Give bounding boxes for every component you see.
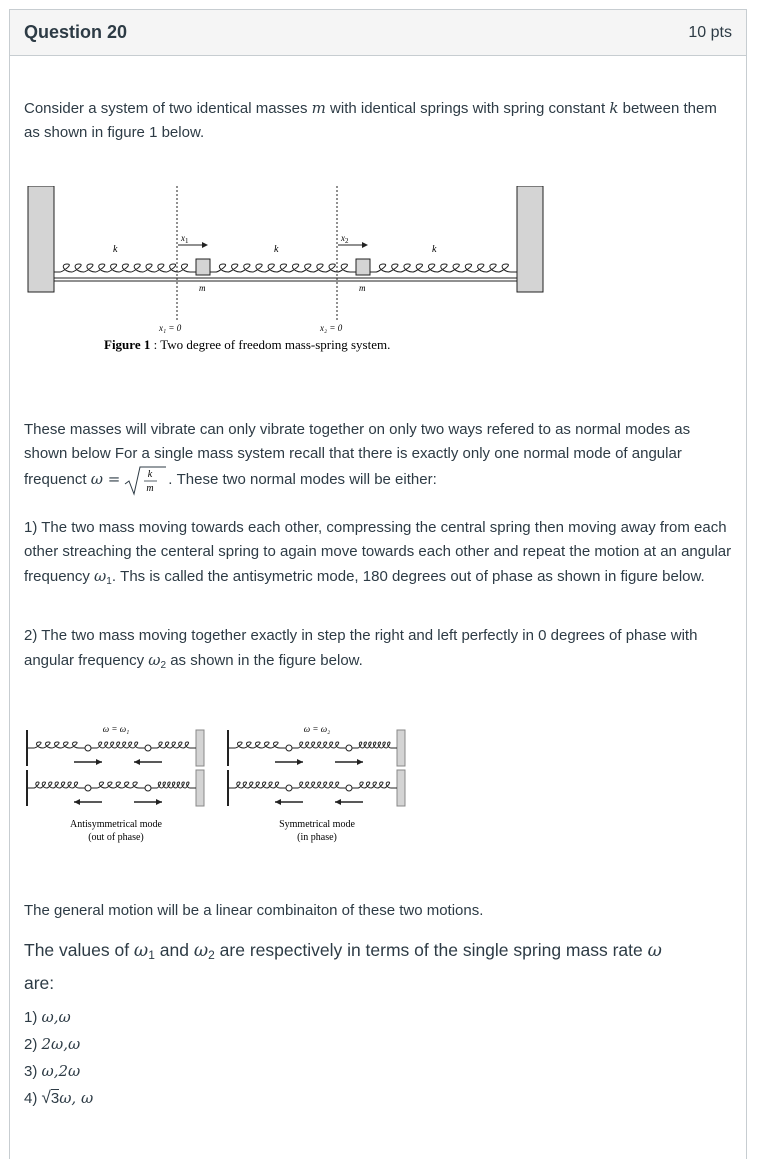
symmetric-label-1: Symmetrical mode <box>279 819 355 830</box>
spring-middle <box>210 264 356 272</box>
k-right-label: k <box>432 244 437 255</box>
sym-bottom-wall-left <box>227 770 229 806</box>
anti-bottom-mass-2 <box>145 785 151 791</box>
symmetric-label-2: (in phase) <box>297 832 337 843</box>
spring-left <box>54 264 196 272</box>
anti-bottom-mass-1 <box>85 785 91 791</box>
symmetric-paragraph: 2) The two mass moving together exactly in step the right and left perfectly in 0 degrees of phase with angular frequency $\omega_2$ as shown in the figure below. <box>24 627 698 671</box>
anti-bottom-wall-right <box>196 770 204 806</box>
anti-top-spring-2 <box>151 742 196 748</box>
svg-text:k: k <box>148 469 153 480</box>
option-2[interactable]: 2) 2ω,ω <box>24 1035 81 1053</box>
general-motion-paragraph: The general motion will be a linear combinaiton of these two motions. <box>24 902 484 919</box>
x1-label: $x_1$ <box>181 233 189 245</box>
mass-left <box>196 259 210 275</box>
question-header <box>10 10 746 56</box>
right-wall <box>517 186 543 292</box>
k-left-label: k <box>113 244 118 255</box>
answer-options <box>24 1004 93 1112</box>
normal-modes-paragraph: These masses will vibrate can only vibrate together on only two ways refered to as normal modes as shown below For a single mass system recall that there is exactly only one normal mode of angular frequenct ω = k m . These two normal modes will be either: <box>24 421 691 494</box>
mass-right <box>356 259 370 275</box>
antisymmetric-label-2: (out of phase) <box>88 832 144 843</box>
figure-2-normal-modes-diagram <box>24 716 424 846</box>
x2-zero-label: x₂ = 0 <box>320 323 343 333</box>
sym-bottom-arrow-1 <box>335 799 341 805</box>
m-right-label: m <box>359 283 366 293</box>
anti-top-spring-1 <box>91 742 145 748</box>
svg-text:m: m <box>146 483 154 494</box>
m-left-label: m <box>199 283 206 293</box>
anti-top-arrow-0 <box>96 759 102 765</box>
omega2-label: ω = ω₂ <box>303 724 331 734</box>
anti-bottom-arrow-0 <box>74 799 80 805</box>
figure-1-caption: Figure 1 : Two degree of freedom mass-spring system. <box>104 337 391 352</box>
option-3[interactable]: 3) ω,2ω <box>24 1062 81 1080</box>
sym-top-wall-left <box>227 730 229 766</box>
sym-bottom-spring-0 <box>229 782 286 788</box>
sym-top-spring-0 <box>229 742 286 748</box>
antisymmetric-label-1: Antisymmetrical mode <box>70 819 162 830</box>
anti-top-wall-right <box>196 730 204 766</box>
sym-top-wall-right <box>397 730 405 766</box>
left-wall <box>28 186 54 292</box>
anti-top-mass-2 <box>145 745 151 751</box>
x1-zero-label: x₁ = 0 <box>159 323 182 333</box>
sym-bottom-wall-right <box>397 770 405 806</box>
anti-top-wall-left <box>26 730 28 766</box>
anti-top-mass-1 <box>85 745 91 751</box>
sqrt-k-over-m <box>124 466 168 496</box>
question-points: 10 pts <box>688 23 732 41</box>
question-card <box>9 9 747 1159</box>
anti-bottom-arrow-1 <box>156 799 162 805</box>
sym-bottom-spring-1 <box>292 782 346 788</box>
k-mid-label: k <box>274 244 279 255</box>
question-prompt: The values of $\omega_1$ and $\omega_2$ are respectively in terms of the single spring mass rate ω are: <box>24 940 662 993</box>
sym-top-arrow-1 <box>357 759 363 765</box>
sym-bottom-mass-2 <box>346 785 352 791</box>
x2-label: $x_2$ <box>341 233 349 245</box>
figure-1-mass-spring-diagram <box>26 186 546 366</box>
sym-top-mass-2 <box>346 745 352 751</box>
anti-bottom-spring-0 <box>28 782 85 788</box>
sym-bottom-mass-1 <box>286 785 292 791</box>
anti-bottom-spring-1 <box>91 782 145 788</box>
option-1[interactable]: 1) ω,ω <box>24 1008 71 1026</box>
question-title: Question 20 <box>24 22 128 42</box>
anti-bottom-wall-left <box>26 770 28 806</box>
omega1-label: ω = ω₁ <box>102 724 130 734</box>
option-4[interactable]: 4) √3ω, ω <box>24 1088 94 1107</box>
spring-right <box>370 264 517 272</box>
antisymmetric-paragraph: 1) The two mass moving towards each other, compressing the central spring then moving away from each other streaching the centeral spring to again move towards each other and repeat the motion at an angular frequency $\omega_1$. Ths is called the antisymetric mode, 180 degrees out of phase as shown in figure below. <box>24 519 732 587</box>
sym-top-mass-1 <box>286 745 292 751</box>
sym-top-spring-2 <box>352 742 397 748</box>
sym-top-spring-1 <box>292 742 346 748</box>
sym-bottom-arrow-0 <box>275 799 281 805</box>
anti-top-arrow-1 <box>134 759 140 765</box>
anti-bottom-spring-2 <box>151 782 196 788</box>
intro-paragraph: Consider a system of two identical masses m with identical springs with spring constant k between them as shown in figure 1 below. <box>24 99 717 141</box>
sym-bottom-spring-2 <box>352 782 397 788</box>
anti-top-spring-0 <box>28 742 85 748</box>
sym-top-arrow-0 <box>297 759 303 765</box>
